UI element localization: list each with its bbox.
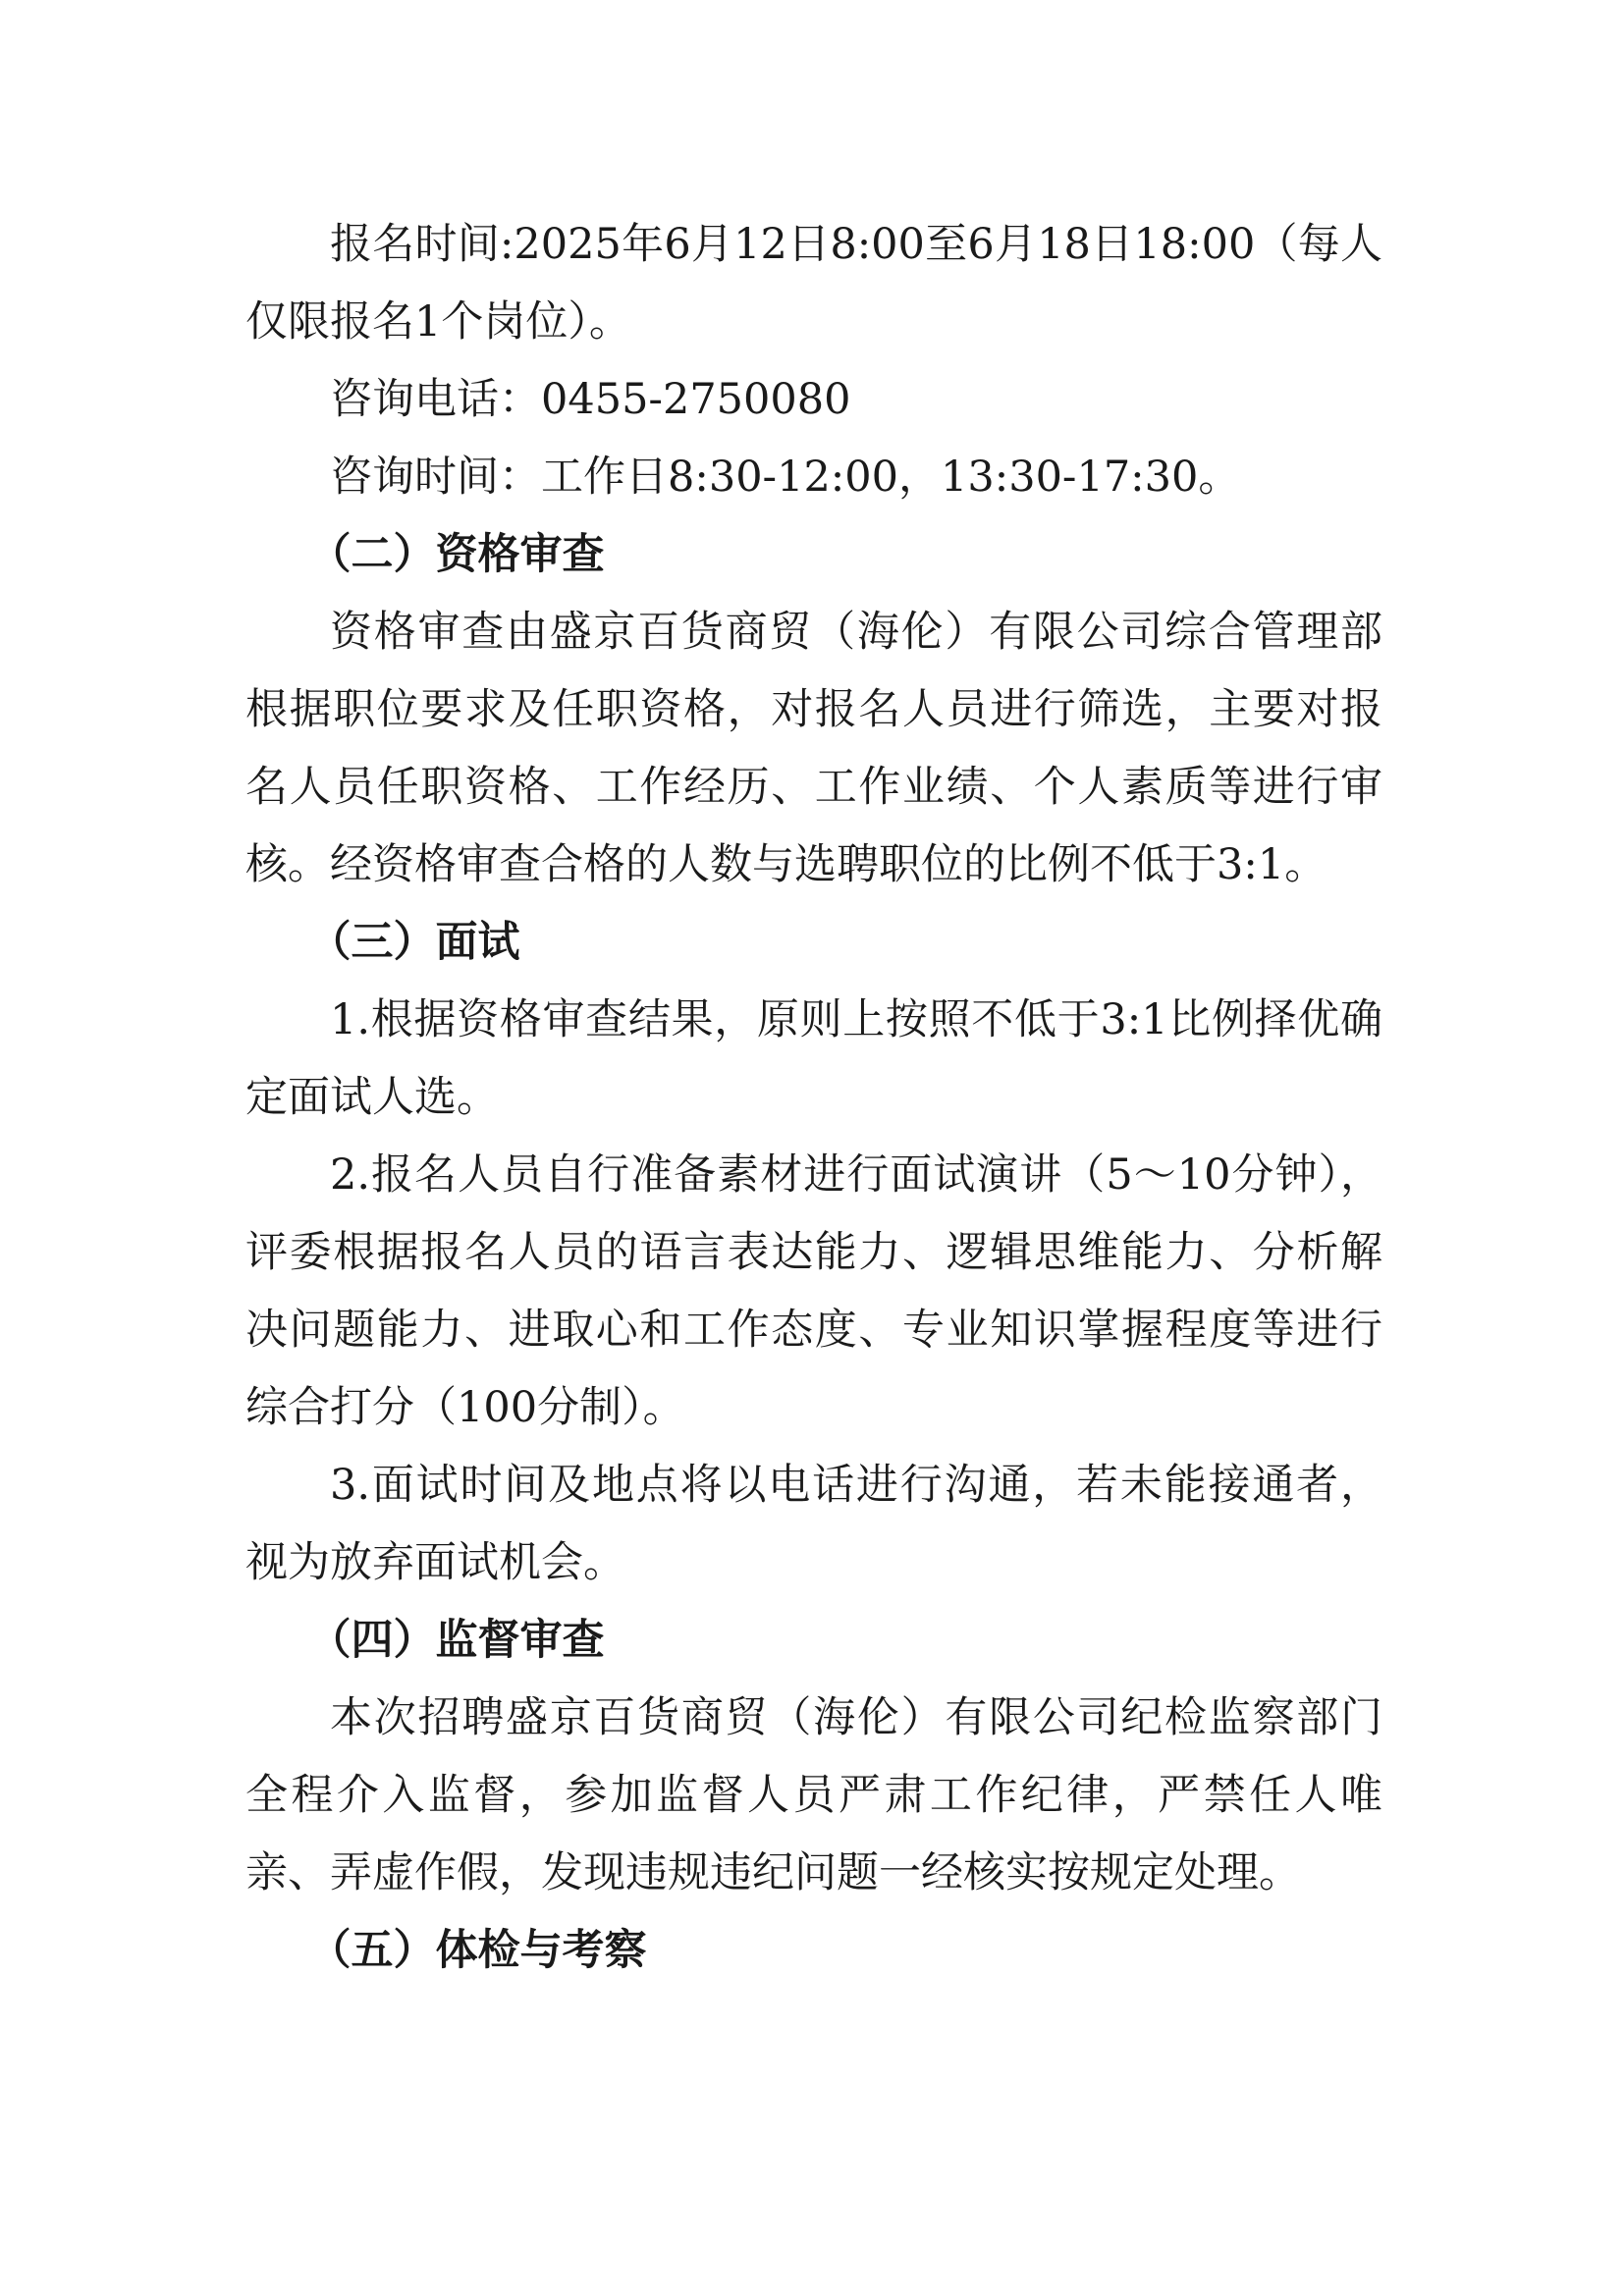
consult-time: 咨询时间：工作日8:30-12:00，13:30-17:30。 <box>330 453 1241 502</box>
heading-supervision: （四）监督审查 <box>308 1616 605 1665</box>
interview-item-2: 2.报名人员自行准备素材进行面试演讲（5～10分钟），评委根据报名人员的语言表达能力、逻辑思维能力、分析解决问题能力、进取心和工作态度、专业知识掌握程度等进行综合打分（100分制）。 <box>245 1150 1382 1432</box>
supervision-text: 本次招聘盛京百货商贸（海伦）有限公司纪检监察部门全程介入监督，参加监督人员严肃工作纪律，严禁任人唯亲、弄虚作假，发现违规违纪问题一经核实按规定处理。 <box>245 1693 1382 1897</box>
interview-item-1: 1.根据资格审查结果，原则上按照不低于3:1比例择优确定面试人选。 <box>245 995 1382 1122</box>
heading-interview: （三）面试 <box>308 918 520 967</box>
heading-qualification-review: （二）资格审查 <box>308 530 605 579</box>
consult-phone: 咨询电话：0455-2750080 <box>330 375 851 424</box>
heading-physical-exam: （五）体检与考察 <box>308 1926 647 1975</box>
document-body <box>245 206 1382 1990</box>
registration-time: 报名时间:2025年6月12日8:00至6月18日18:00（每人仅限报名1个岗位）。 <box>245 220 1382 347</box>
qualification-review-text: 资格审查由盛京百货商贸（海伦）有限公司综合管理部根据职位要求及任职资格，对报名人员进行筛选，主要对报名人员任职资格、工作经历、工作业绩、个人素质等进行审核。经资格审查合格的人数与选聘职位的比例不低于3:1。 <box>245 608 1382 889</box>
interview-item-3: 3.面试时间及地点将以电话进行沟通，若未能接通者，视为放弃面试机会。 <box>245 1461 1382 1587</box>
